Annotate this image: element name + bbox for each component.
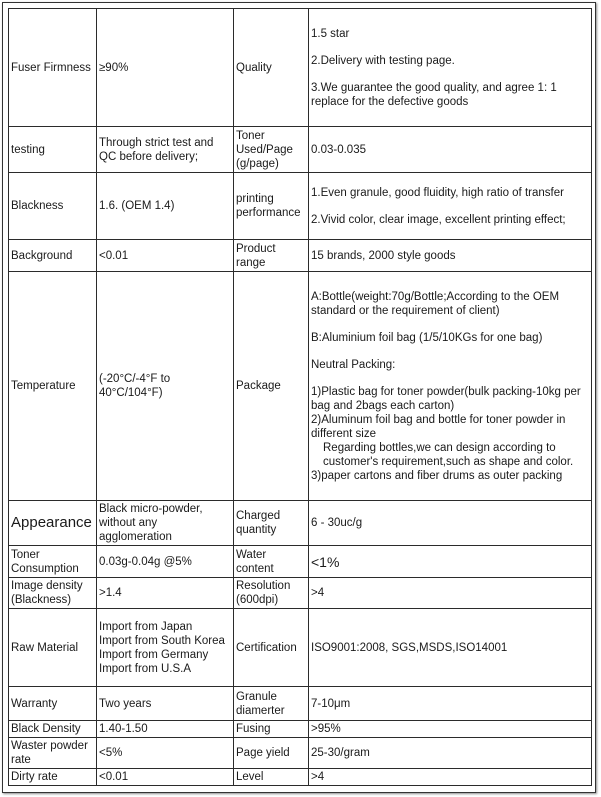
spec-label: Appearance bbox=[9, 501, 97, 546]
spec-value: Two years bbox=[97, 687, 234, 721]
spec-value: A:Bottle(weight:70g/Bottle;According to the OEM standard or the requirement of client) B:Aluminium foil bag (1/5/10KGs for one bag) Neutral Packing: 1)Plastic bag for toner powder(bulk packing-10kg per bag and 2bags each carton) 2)Aluminum foil bag and bottle for toner powder in different size Regarding bottles,we can design according to customer's requirement,such as shape and color. 3)paper cartons and fiber drums as outer packing bbox=[309, 272, 592, 501]
table-row bbox=[9, 546, 592, 578]
spec-value: (-20°C/-4°F to 40°C/104°F) bbox=[97, 272, 234, 501]
spec-value: Through strict test and QC before delivery; bbox=[97, 127, 234, 173]
spec-value: >4 bbox=[309, 578, 592, 609]
spec-label: Level bbox=[234, 769, 309, 786]
spec-value: <5% bbox=[97, 738, 234, 769]
spec-value: >1.4 bbox=[97, 578, 234, 609]
spec-label: Certification bbox=[234, 609, 309, 687]
spec-value: ≥90% bbox=[97, 9, 234, 127]
spec-label: Charged quantity bbox=[234, 501, 309, 546]
spec-label: Package bbox=[234, 272, 309, 501]
spec-sheet-frame bbox=[2, 2, 596, 793]
spec-value: Import from Japan Import from South Korea Import from Germany Import from U.S.A bbox=[97, 609, 234, 687]
table-row bbox=[9, 240, 592, 272]
spec-value: 0.03-0.035 bbox=[309, 127, 592, 173]
spec-label: Granule diamerter bbox=[234, 687, 309, 721]
spec-value: 1.Even granule, good fluidity, high ratio of transfer 2.Vivid color, clear image, excellent printing effect; bbox=[309, 173, 592, 240]
table-row bbox=[9, 609, 592, 687]
table-row bbox=[9, 721, 592, 738]
table-row bbox=[9, 769, 592, 786]
spec-value: 7-10μm bbox=[309, 687, 592, 721]
table-row bbox=[9, 272, 592, 501]
spec-label: Raw Material bbox=[9, 609, 97, 687]
spec-label: Warranty bbox=[9, 687, 97, 721]
spec-value: 0.03g-0.04g @5% bbox=[97, 546, 234, 578]
spec-value: >95% bbox=[309, 721, 592, 738]
spec-label: Toner Consumption bbox=[9, 546, 97, 578]
spec-value: 1.40-1.50 bbox=[97, 721, 234, 738]
spec-label: Quality bbox=[234, 9, 309, 127]
table-row bbox=[9, 127, 592, 173]
spec-value: Black micro-powder, without any agglomeration bbox=[97, 501, 234, 546]
spec-label: Dirty rate bbox=[9, 769, 97, 786]
spec-label: Temperature bbox=[9, 272, 97, 501]
spec-value: <0.01 bbox=[97, 240, 234, 272]
spec-label: Blackness bbox=[9, 173, 97, 240]
spec-label: Fusing bbox=[234, 721, 309, 738]
spec-value: 25-30/gram bbox=[309, 738, 592, 769]
table-row bbox=[9, 738, 592, 769]
spec-value: 1.6. (OEM 1.4) bbox=[97, 173, 234, 240]
spec-label: Toner Used/Page (g/page) bbox=[234, 127, 309, 173]
spec-label: printing performance bbox=[234, 173, 309, 240]
spec-value: <0.01 bbox=[97, 769, 234, 786]
spec-label: Resolution (600dpi) bbox=[234, 578, 309, 609]
table-row bbox=[9, 687, 592, 721]
table-row bbox=[9, 578, 592, 609]
spec-label: Fuser Firmness bbox=[9, 9, 97, 127]
spec-value: >4 bbox=[309, 769, 592, 786]
spec-label: testing bbox=[9, 127, 97, 173]
spec-label: Background bbox=[9, 240, 97, 272]
table-row bbox=[9, 173, 592, 240]
toner-spec-table bbox=[8, 8, 592, 786]
spec-label: Water content bbox=[234, 546, 309, 578]
table-row bbox=[9, 501, 592, 546]
spec-label: Page yield bbox=[234, 738, 309, 769]
spec-label: Product range bbox=[234, 240, 309, 272]
spec-value: 1.5 star 2.Delivery with testing page. 3.We guarantee the good quality, and agree 1: 1 replace for the defective goods bbox=[309, 9, 592, 127]
spec-label: Black Density bbox=[9, 721, 97, 738]
spec-value: 15 brands, 2000 style goods bbox=[309, 240, 592, 272]
table-row bbox=[9, 9, 592, 127]
spec-value: ISO9001:2008, SGS,MSDS,ISO14001 bbox=[309, 609, 592, 687]
spec-value: 6 - 30uc/g bbox=[309, 501, 592, 546]
spec-label: Image density (Blackness) bbox=[9, 578, 97, 609]
spec-label: Waster powder rate bbox=[9, 738, 97, 769]
spec-value: <1% bbox=[309, 546, 592, 578]
